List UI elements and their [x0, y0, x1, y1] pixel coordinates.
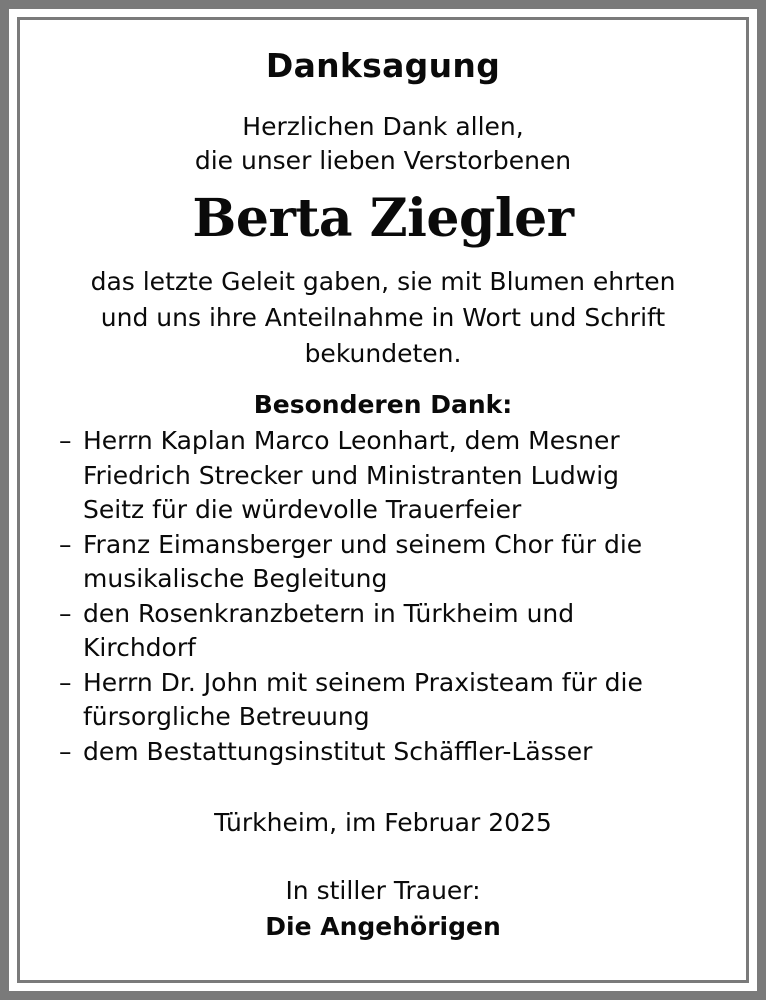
- place-date: Türkheim, im Februar 2025: [214, 808, 552, 837]
- body-line: bekundeten.: [304, 339, 462, 368]
- notice-title: Danksagung: [265, 46, 501, 85]
- thanks-item: [59, 528, 739, 597]
- dash-bullet: –: [59, 736, 72, 766]
- thanks-line: musikalische Begleitung: [83, 564, 388, 593]
- body-text: [0, 264, 766, 372]
- body-line: und uns ihre Anteilnahme in Wort und Schrift: [100, 303, 666, 332]
- thanks-item: [59, 735, 739, 770]
- thanks-line: den Rosenkranzbetern in Türkheim und: [83, 598, 575, 628]
- thanks-line: Herrn Dr. John mit seinem Praxisteam für die: [83, 667, 643, 697]
- thanks-item: [59, 424, 739, 528]
- deceased-name: Berta Ziegler: [192, 188, 574, 249]
- thanks-item: [59, 597, 739, 666]
- body-line: das letzte Geleit gaben, sie mit Blumen ehrten: [90, 267, 676, 296]
- dash-bullet: –: [59, 529, 72, 559]
- thanks-line: fürsorgliche Betreuung: [83, 702, 370, 731]
- thanks-list: [59, 424, 739, 769]
- thanks-line: Franz Eimansberger und seinem Chor für die: [83, 529, 643, 559]
- thanks-line: Kirchdorf: [83, 633, 196, 662]
- thanks-line: dem Bestattungsinstitut Schäffler-Lässer: [83, 736, 593, 766]
- dash-bullet: –: [59, 598, 72, 628]
- thanks-line: Seitz für die würdevolle Trauerfeier: [83, 495, 522, 524]
- special-thanks-heading: Besonderen Dank:: [253, 390, 513, 419]
- thanks-line: Friedrich Strecker und Ministranten Ludwig: [83, 460, 620, 490]
- dash-bullet: –: [59, 667, 72, 697]
- thanks-item: [59, 666, 739, 735]
- intro-line: die unser lieben Verstorbenen: [194, 146, 572, 175]
- mourning-line: In stiller Trauer:: [285, 876, 481, 905]
- dash-bullet: –: [59, 426, 72, 455]
- thanks-line: Herrn Kaplan Marco Leonhart, dem Mesner: [83, 426, 620, 455]
- intro-text: [0, 110, 766, 178]
- family-signature: Die Angehörigen: [265, 912, 501, 941]
- intro-line: Herzlichen Dank allen,: [242, 112, 524, 141]
